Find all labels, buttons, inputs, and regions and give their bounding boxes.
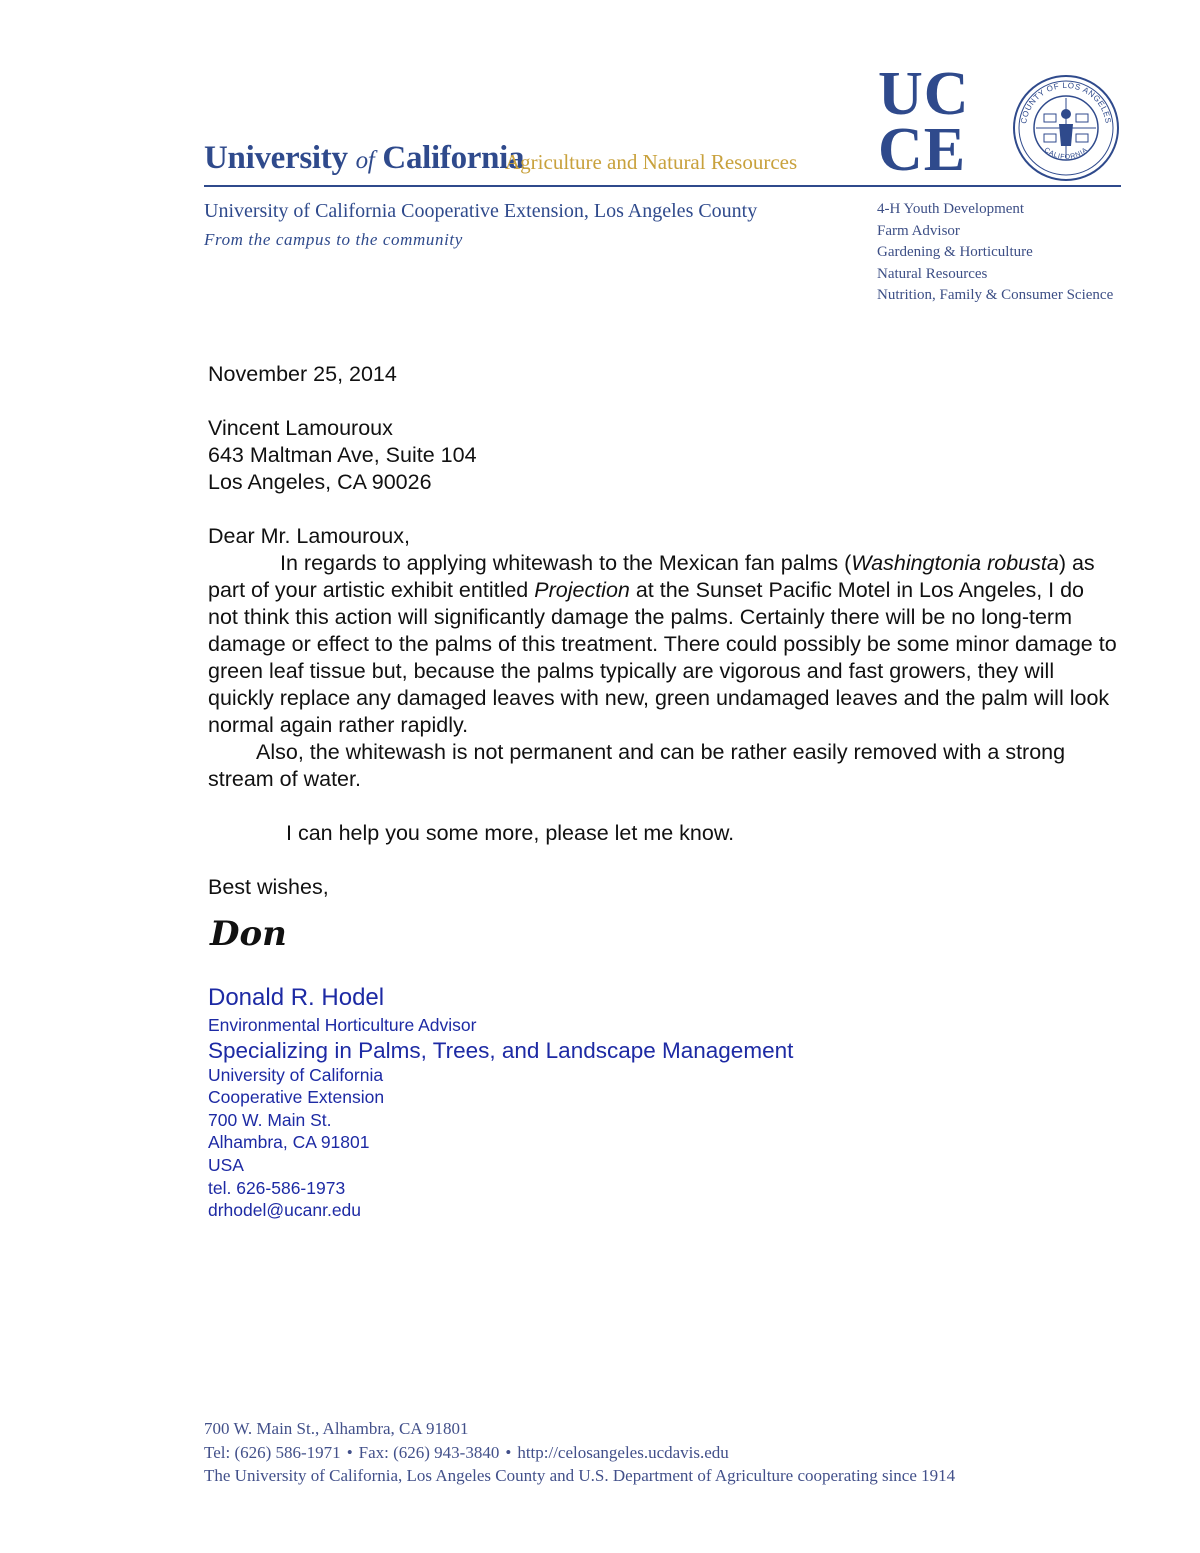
signer-street: 700 W. Main St. [208,1109,332,1130]
county-seal-icon [1012,74,1120,182]
program-item: Natural Resources [877,265,988,282]
species-name: Washingtonia robusta [851,551,1059,575]
paragraph-1-text-b: ) as part of your artistic exhibit entitled [208,551,1095,602]
signature-text: Don [210,914,287,954]
salutation: Dear Mr. Lamouroux, [208,524,410,548]
signer-details [208,1014,793,1222]
logo-text-of: of [355,147,375,174]
signer-email[interactable]: drhodel@ucanr.edu [208,1200,362,1221]
ucce-logo-bottom: CE [878,116,967,184]
program-item: Nutrition, Family & Consumer Science [877,287,1114,303]
paragraph-1 [208,550,1118,739]
signer-city: Alhambra, CA 91801 [208,1132,370,1153]
letterhead-footer [204,1417,955,1488]
letter-date: November 25, 2014 [208,362,397,386]
footer-contact [204,1441,955,1465]
signer-name: Donald R. Hodel [208,984,385,1011]
signature [208,911,308,955]
recipient-line: Vincent Lamouroux [208,416,393,440]
footer-cooperation: The University of California, Los Angeles County and U.S. Department of Agriculture cooperating since 1914 [204,1466,956,1485]
recipient-line: Los Angeles, CA 90026 [208,470,432,494]
paragraph-1-text-c: at the Sunset Pacific Motel in Los Angeles, I do not think this action will significantly damage the palms. Certainly there will be no long-term damage or effect to the palms of this treatment. There could possibly be some minor damage to green leaf tissue but, because the palms typically are vigorous and fast growers, they will quickly replace any damaged leaves with new, green undamaged leaves and the palm will look normal again rather rapidly. [208,578,1117,737]
seal-text: COUNTY OF LOS ANGELES [1019,80,1113,125]
logo-text-california: California [374,140,525,176]
footer-bullet: • [346,1442,353,1462]
signer-specialty: Specializing in Palms, Trees, and Landscape Management [208,1037,794,1063]
county-extension-name: University of California Cooperative Extension, Los Angeles County [204,200,758,222]
paragraph-2: Also, the whitewash is not permanent and can be rather easily removed with a strong stream of water. [208,740,1066,791]
footer-address: 700 W. Main St., Alhambra, CA 91801 [204,1419,469,1438]
exhibit-title: Projection [534,578,630,602]
signer-phone: tel. 626-586-1973 [208,1177,346,1198]
footer-url[interactable]: http://celosangeles.ucdavis.edu [517,1442,729,1462]
division-name: Agriculture and Natural Resources [505,150,798,174]
seal-state: CALIFORNIA [1042,146,1090,162]
closing: Best wishes, [208,875,329,899]
footer-fax: Fax: (626) 943-3840 [358,1442,500,1462]
letterhead-rule [204,185,1121,187]
footer-bullet: • [505,1442,512,1462]
signer-org: Cooperative Extension [208,1087,385,1108]
ucce-logo [878,60,970,184]
paragraph-3: I can help you some more, please let me know. [286,821,735,845]
footer-tel: Tel: (626) 586-1971 [204,1442,341,1462]
program-item: 4-H Youth Development [877,201,1025,217]
university-logo [204,140,524,177]
program-list [877,199,1113,307]
signer-org: University of California [208,1064,384,1085]
ucce-logo-top: UC [878,60,970,128]
logo-text-university: University [204,140,356,176]
letter-body [208,361,1118,962]
signer-title: Environmental Horticulture Advisor [208,1015,477,1035]
tagline: From the campus to the community [204,230,463,249]
program-item: Farm Advisor [877,222,960,239]
program-item: Gardening & Horticulture [877,244,1033,260]
paragraph-1-text-a: In regards to applying whitewash to the Mexican fan palms ( [280,551,852,575]
signer-country: USA [208,1154,244,1175]
recipient-line: 643 Maltman Ave, Suite 104 [208,443,477,467]
